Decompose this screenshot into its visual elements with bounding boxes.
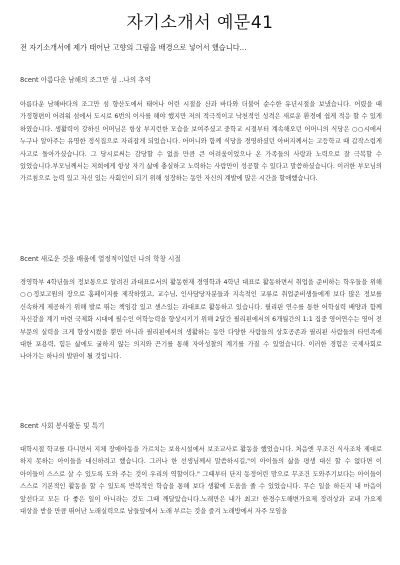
section-heading-volunteer: 8cent 사회 봉사활동 및 특기 <box>20 422 105 430</box>
document-title: 자기소개서 예문41 <box>126 13 274 33</box>
section-body-hometown: 아름다운 남해바다의 조그만 섬 향산도에서 태어나 어린 시절을 산과 바다와 더불어 순수한 유년시절을 보냈습니다. 어렸을 때 가정형편이 어려워 섬에서 도시로 6번의 이사를 해야 했지만 저의 적극적이고 낙천적인 성격은 새로운 환경에 쉽게 적응 할 수 있게 하였습니다. 생활력이 강하신 어머님은 항상 부지런한 모습을 보여주셨고 중학교 시절부터 계속해오던 어머니의 식당은 ○○시에서 누구나 알아주는 유명한 정식집으로 자리잡게 되었습니다. 어머니와 함께 식당을 경영하셨던 아버지께서는 고등학교 때 갑작스럽게 사고로 돌아가셨습니다. 그 당시로써는 감당할 수 없을 만큼 큰 어려움이었으나 온 가족들의 사랑과 노력으로 잘 극복할 수 있었습니다.부모님께서는 저희에게 항상 자기 삶에 충실하고 노력하는 사람만이 성공할 수 있다고 말씀하셨습니다. 이러한 부모님의 가르침으로 능력 있고 자신 있는 사회인이 되기 위해 성장하는 동안 자신의 계발에 많은 시간을 할애했습니다. <box>20 101 382 183</box>
section-heading-hometown: 8cent 아름다운 남해의 조그만 섬 ..나의 추억 <box>20 76 151 84</box>
intro-line: 전 자기소개서에 제가 태어난 고향의 그림을 배경으로 넣어서 했습니다... <box>20 43 247 52</box>
section-body-school: 경영학부 4학년들의 정보통으로 알려진 과대표로서의 활동현재 경영학과 4학년 대표로 활동하면서 취업을 준비하는 학우들을 위해 ○○정보고원의 장으로 홈페이지를 제작하였고, 교수님, 인사담당자분들과 지속적인 교류로 취업준비생들에게 보다 많은 정보를 신속하게 제공하기 위해 발로 뛰는 책임감 있고 센스있는 과대표로 활동하고 있습니다. 필리핀 연수를 통한 어학실력 배양과 함께 자신감을 계기 마련 국제화 시대에 필수인 어학능력을 향상시키기 위해 2달간 필리핀에서의 6개월간의 1:1 집중 영어연수는 영어 전 부문의 실력을 크게 향상시켰을 뿐만 아니라 필리핀에서의 생활하는 동안 다양한 사람들의 상호공존과 필리핀 사람들의 타민족에 대한 포용력, 힘든 삶에도 굴하지 않는 의지와 끈기를 통해 자아성찰의 계기를 가질 수 있었습니다. 이러한 경험은 국제사회로 나아가는 하나의 발판이 될 것입니다. <box>20 279 382 361</box>
section-heading-school: 8cent 새로운 것을 배움에 열정적이었던 나의 학창 시절 <box>20 255 181 263</box>
section-body-volunteer: 대학시절 학교를 다니면서 지체 장애아동을 가르치는 보육시설에서 보조교사로 활동을 했었습니다. 처음엔 무조건 식사조차 제대로 하지 못하는 아이들을 대신하려고 했습니다. 그러나 한 선생님께서 말씀하시길,"이 아이들의 삶을 평생 대신 할 수 없다면 이 아이들이 스스로 살 수 있도록 도와 주는 것이 우리의 역할이다." 그때부터 단지 동정어린 맘으로 무조건 도와주기보다는 아이들이 스스로 기본적인 활동을 할 수 있도록 반복적인 학습을 통해 보다 생활에 도움을 줄 수 있었습니다. 무슨 일을 하든지 내 마음이 앞선다고 모든 다 좋은 일이 아니라는 것도 그때 깨달았습니다.노래만은 내가 최고! 한경수도해변가요제 장려상과 교내 가요제 대상을 받을 만큼 뛰어난 노래실력으로 남들앞에서 노래 부르는 것을 즐겨 노래방에서 자주 모임을 <box>20 446 382 516</box>
